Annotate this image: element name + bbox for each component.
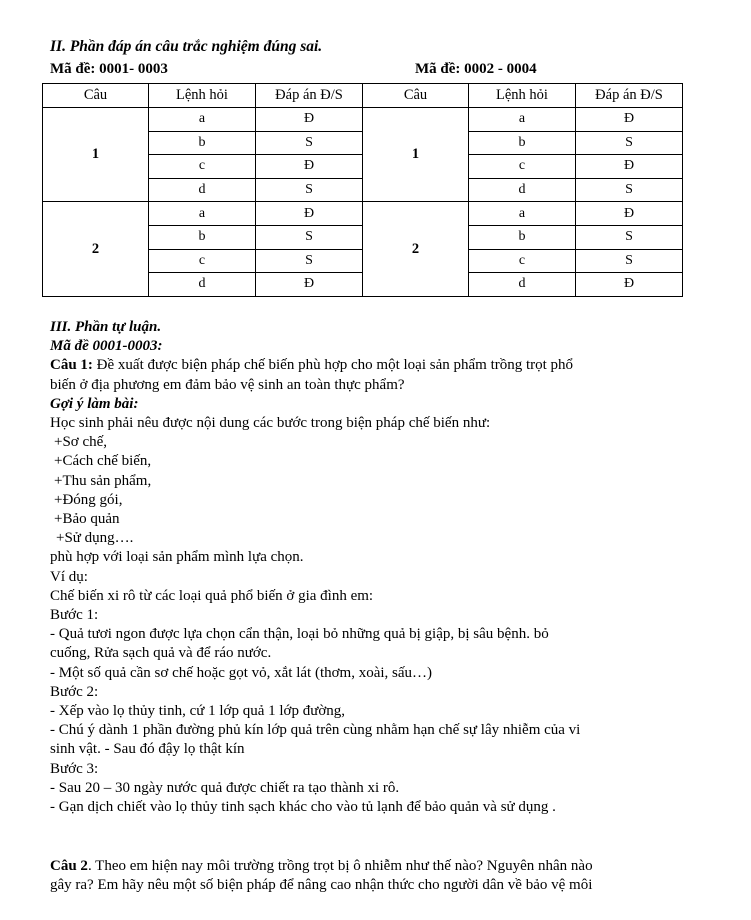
step-item: +Thu sản phẩm,: [54, 472, 152, 489]
question-1-line-2: biến ở địa phương em đảm bảo vệ sinh an toàn thực phẩm?: [50, 376, 405, 393]
step-2-line-2: - Chú ý dành 1 phần đường phủ kín lớp quả trên cùng nhằm hạn chế sự lây nhiễm của vi: [50, 722, 581, 739]
answer-cell: S: [256, 225, 363, 249]
step-3-label: Bước 3:: [50, 760, 99, 777]
question-1-line-1: [50, 356, 690, 375]
command-cell: d: [469, 273, 576, 297]
header-dap-an-left: Đáp án Đ/S: [256, 84, 363, 108]
question-1-text: Đề xuất được biện pháp chế biến phù hợp cho một loại sản phẩm trồng trọt phổ: [92, 357, 574, 374]
header-lenh-hoi-left: Lệnh hỏi: [149, 84, 256, 108]
header-lenh-hoi-right: Lệnh hỏi: [469, 84, 576, 108]
command-cell: a: [469, 202, 576, 226]
section-2-title: II. Phần đáp án câu trắc nghiệm đúng sai.: [50, 38, 323, 55]
command-cell: b: [469, 131, 576, 155]
command-cell: c: [469, 249, 576, 273]
answer-cell: Đ: [576, 202, 683, 226]
header-cau-left: Câu: [43, 84, 149, 108]
answer-cell: Đ: [576, 155, 683, 179]
command-cell: d: [149, 178, 256, 202]
command-cell: c: [469, 155, 576, 179]
step-3-line-1: - Sau 20 – 30 ngày nước quả được chiết ra tạo thành xi rô.: [50, 779, 400, 796]
question-number-left: 2: [43, 202, 149, 296]
section-3-title: III. Phần tự luận.: [50, 319, 162, 335]
answer-cell: Đ: [256, 155, 363, 179]
step-item: +Đóng gói,: [54, 491, 123, 508]
table-row: [43, 202, 683, 226]
answer-cell: Đ: [256, 108, 363, 132]
step-1-line-1: - Quả tươi ngon được lựa chọn cẩn thận, loại bỏ những quả bị giập, bị sâu bệnh. bỏ: [50, 626, 549, 643]
question-1-label: Câu 1:: [50, 357, 93, 374]
command-cell: b: [149, 131, 256, 155]
table-header-row: [43, 84, 683, 108]
question-2-line-1: [50, 857, 690, 876]
question-2-block: [50, 857, 690, 895]
exam-code-right: Mã đề: 0002 - 0004: [415, 61, 537, 77]
command-cell: d: [149, 273, 256, 297]
command-cell: c: [149, 155, 256, 179]
step-2-line-3: sinh vật. - Sau đó đậy lọ thật kín: [50, 741, 245, 758]
example-label: Ví dụ:: [50, 568, 88, 585]
answer-cell: S: [256, 249, 363, 273]
hint-intro: Học sinh phải nêu được nội dung các bước trong biện pháp chế biến như:: [50, 415, 491, 432]
essay-exam-code: Mã đề 0001-0003:: [50, 338, 163, 355]
hint-label: Gợi ý làm bài:: [50, 395, 139, 412]
answer-cell: S: [576, 131, 683, 155]
step-1-label: Bước 1:: [50, 607, 99, 624]
answer-cell: S: [256, 131, 363, 155]
question-number-right: 2: [363, 202, 469, 296]
command-cell: b: [469, 225, 576, 249]
command-cell: a: [149, 202, 256, 226]
question-number-right: 1: [363, 108, 469, 202]
answer-cell: S: [256, 178, 363, 202]
answer-cell: Đ: [256, 202, 363, 226]
command-cell: a: [469, 108, 576, 132]
header-dap-an-right: Đáp án Đ/S: [576, 84, 683, 108]
step-1-line-3: - Một số quả cần sơ chế hoặc gọt vỏ, xắt lát (thơm, xoài, sấu…): [50, 664, 433, 681]
step-item: +Cách chế biến,: [54, 453, 152, 470]
step-item: +Sơ chế,: [54, 434, 108, 451]
example-title: Chế biến xi rô từ các loại quả phổ biến ở gia đình em:: [50, 587, 374, 604]
essay-section: [50, 318, 690, 817]
question-2-text: . Theo em hiện nay môi trường trồng trọt bị ô nhiễm như thế nào? Nguyên nhân nào: [87, 858, 593, 874]
answer-cell: Đ: [256, 273, 363, 297]
step-item: +Sử dụng….: [56, 530, 134, 547]
header-cau-right: Câu: [363, 84, 469, 108]
question-2-line-2: gây ra? Em hãy nêu một số biện pháp để nâng cao nhận thức cho người dân về bảo vệ môi: [50, 877, 593, 894]
question-2-label: Câu 2: [50, 858, 88, 874]
answer-cell: Đ: [576, 108, 683, 132]
fit-note: phù hợp với loại sản phẩm mình lựa chọn.: [50, 549, 304, 566]
step-3-line-2: - Gạn dịch chiết vào lọ thủy tinh sạch khác cho vào tủ lạnh để bảo quản và sử dụng .: [50, 799, 556, 816]
answer-cell: S: [576, 249, 683, 273]
command-cell: d: [469, 178, 576, 202]
step-2-label: Bước 2:: [50, 683, 99, 700]
exam-code-left: Mã đề: 0001- 0003: [50, 61, 168, 77]
step-item: +Bảo quản: [54, 511, 120, 528]
command-cell: a: [149, 108, 256, 132]
answer-table: [42, 83, 683, 297]
step-2-line-1: - Xếp vào lọ thủy tinh, cứ 1 lớp quả 1 lớp đường,: [50, 703, 346, 720]
question-number-left: 1: [43, 108, 149, 202]
command-cell: c: [149, 249, 256, 273]
answer-cell: S: [576, 225, 683, 249]
answer-cell: Đ: [576, 273, 683, 297]
table-row: [43, 108, 683, 132]
step-1-line-2: cuống, Rửa sạch quả và để ráo nước.: [50, 645, 272, 662]
answer-cell: S: [576, 178, 683, 202]
command-cell: b: [149, 225, 256, 249]
